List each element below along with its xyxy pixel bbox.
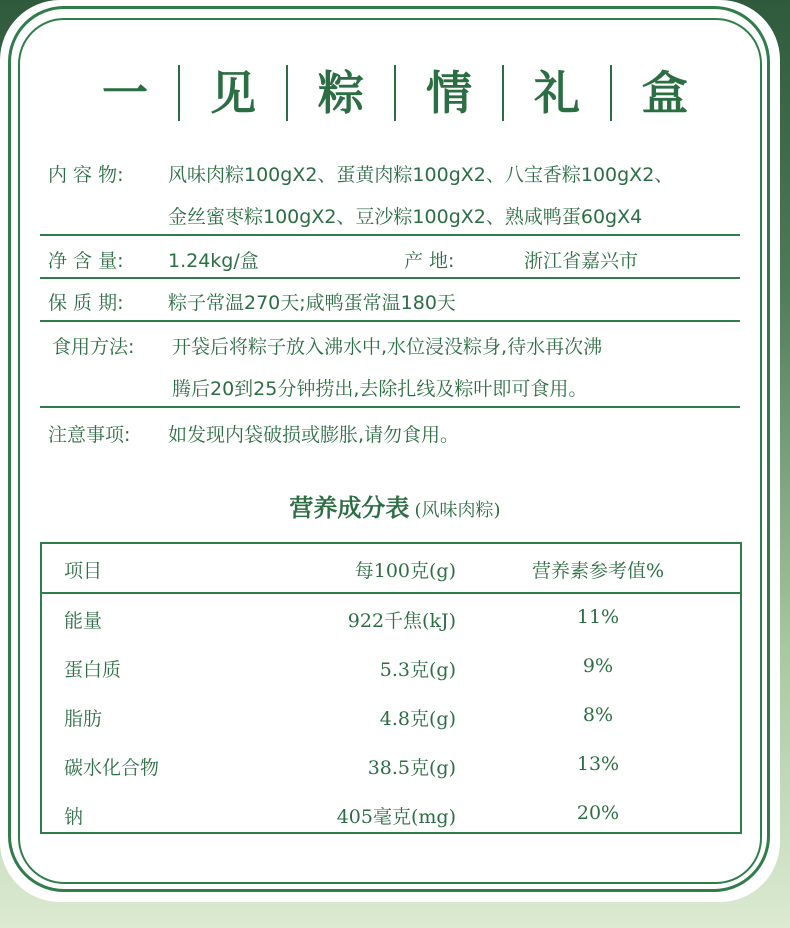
shelf-value: 粽子常温270天;咸鸭蛋常温180天: [168, 292, 456, 314]
usage-line-2: 腾后20到25分钟捞出,去除扎线及粽叶即可食用。: [172, 378, 588, 400]
table-row: [42, 594, 740, 642]
header-nrv: 营养素参考值%: [531, 560, 665, 582]
table-header-row: [42, 544, 740, 592]
title-char: 情: [394, 65, 502, 121]
title-char: 礼: [502, 65, 610, 121]
nutrient-nrv: 9%: [582, 655, 614, 677]
notice-label: 注意事项:: [48, 424, 131, 446]
nutrition-title-main: 营养成分表: [289, 493, 410, 522]
nutrient-nrv: 8%: [582, 704, 614, 726]
table-row: [42, 790, 740, 838]
nutrition-title: [0, 488, 790, 523]
nutrient-nrv: 20%: [576, 802, 620, 824]
divider: [40, 277, 740, 279]
nutrient-amount: 4.8克(g): [379, 708, 456, 730]
shelf-label: 保 质 期:: [48, 292, 124, 314]
usage-line-1: 开袋后将粽子放入沸水中,水位浸没粽身,待水再次沸: [172, 336, 603, 358]
divider: [40, 406, 740, 408]
nutrient-amount: 38.5克(g): [367, 757, 456, 779]
contents-row: [40, 160, 740, 230]
contents-line-1: 风味肉粽100gX2、蛋黄肉粽100gX2、八宝香粽100gX2、: [168, 164, 674, 186]
title-char: 粽: [286, 65, 394, 121]
net-value: 1.24kg/盒: [168, 250, 259, 272]
nutrient-nrv: 13%: [576, 753, 620, 775]
net-origin-row: [40, 246, 740, 274]
header-per100g: 每100克(g): [354, 560, 456, 582]
table-row: [42, 741, 740, 789]
origin-value: 浙江省嘉兴市: [524, 250, 639, 272]
divider: [40, 234, 740, 236]
notice-row: [40, 420, 740, 448]
shelf-row: [40, 288, 740, 316]
nutrient-amount: 922千焦(kJ): [347, 610, 456, 632]
net-label: 净 含 量:: [48, 250, 124, 272]
notice-value: 如发现内袋破损或膨胀,请勿食用。: [168, 424, 460, 446]
divider: [40, 320, 740, 322]
page-title: [0, 58, 790, 128]
origin-label: 产 地:: [404, 250, 455, 272]
nutrient-amount: 5.3克(g): [379, 659, 456, 681]
nutrient-amount: 405毫克(mg): [336, 806, 456, 828]
nutrient-name: 脂肪: [64, 708, 103, 730]
table-row: [42, 643, 740, 691]
header-item: 项目: [64, 560, 103, 582]
nutrition-table: [40, 542, 742, 834]
title-char: 一: [102, 66, 148, 120]
title-char: 盒: [610, 65, 718, 121]
nutrient-name: 蛋白质: [64, 659, 122, 681]
table-row: [42, 692, 740, 740]
contents-label: 内 容 物:: [48, 164, 124, 186]
title-char: 见: [178, 65, 286, 121]
nutrient-name: 碳水化合物: [64, 757, 160, 779]
nutrient-name: 能量: [64, 610, 103, 632]
nutrient-name: 钠: [64, 806, 84, 828]
contents-line-2: 金丝蜜枣粽100gX2、豆沙粽100gX2、熟咸鸭蛋60gX4: [168, 206, 643, 228]
nutrition-subtitle: (风味肉粽): [414, 500, 501, 521]
usage-row: [40, 332, 740, 402]
usage-label: 食用方法:: [52, 336, 135, 358]
nutrient-nrv: 11%: [576, 606, 620, 628]
